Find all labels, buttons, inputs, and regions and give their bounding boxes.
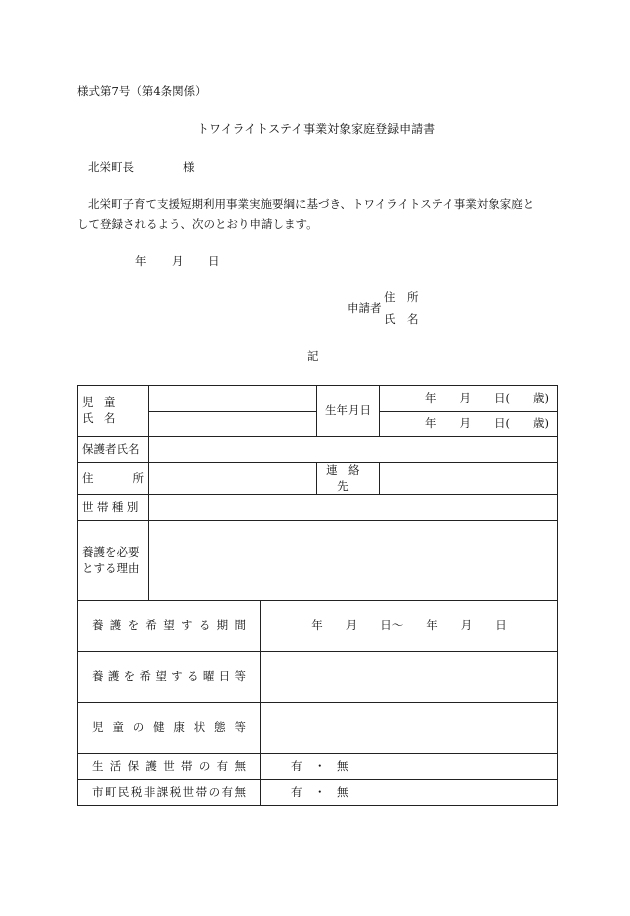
body-text-line-2: して登録されるよう、次のとおり申請します。 bbox=[77, 217, 318, 231]
date-year-label: 年 bbox=[135, 254, 147, 268]
child-health-field[interactable] bbox=[261, 703, 558, 754]
contact-label: 連絡先 bbox=[317, 463, 380, 495]
applicant-address-label: 住 所 bbox=[384, 290, 419, 304]
desired-days-label: 養護を希望する曜日等 bbox=[78, 652, 261, 703]
form-number: 様式第7号（第4条関係） bbox=[77, 84, 207, 98]
child-name-field-2[interactable] bbox=[149, 412, 317, 437]
desired-days-field[interactable] bbox=[261, 652, 558, 703]
household-type-label: 世帯種別 bbox=[78, 495, 149, 521]
household-type-field[interactable] bbox=[149, 495, 558, 521]
ki-mark: 記 bbox=[307, 349, 319, 363]
addressee-honorific: 様 bbox=[183, 160, 195, 174]
guardian-name-label: 保護者氏名 bbox=[78, 437, 149, 463]
applicant-name-label: 氏 名 bbox=[384, 312, 419, 326]
addressee-name: 北栄町長 bbox=[88, 160, 134, 174]
desired-period-field[interactable]: 年 月 日〜 年 月 日 bbox=[261, 601, 558, 652]
form-title: トワイライトステイ事業対象家庭登録申請書 bbox=[197, 122, 436, 136]
birth-date-field-1[interactable]: 年 月 日( 歳) bbox=[380, 386, 558, 412]
date-month-label: 月 bbox=[172, 254, 184, 268]
address-label: 住 所 bbox=[78, 463, 149, 495]
birth-date-field-2[interactable]: 年 月 日( 歳) bbox=[380, 412, 558, 437]
application-table bbox=[77, 385, 558, 806]
desired-period-label: 養護を希望する期間 bbox=[78, 601, 261, 652]
address-field[interactable] bbox=[149, 463, 317, 495]
reason-label bbox=[78, 521, 149, 601]
child-health-label: 児童の健康状態等 bbox=[78, 703, 261, 754]
reason-field[interactable] bbox=[149, 521, 558, 601]
applicant-label: 申請者 bbox=[347, 301, 382, 315]
guardian-name-field[interactable] bbox=[149, 437, 558, 463]
contact-field[interactable] bbox=[380, 463, 558, 495]
tax-exempt-household-value[interactable]: 有 ・ 無 bbox=[261, 780, 558, 806]
date-day-label: 日 bbox=[208, 254, 220, 268]
welfare-household-label: 生活保護世帯の有無 bbox=[78, 754, 261, 780]
tax-exempt-household-label: 市町民税非課税世帯の有無 bbox=[78, 780, 261, 806]
child-name-label: 児童氏名 bbox=[78, 386, 149, 437]
birth-date-label: 生年月日 bbox=[317, 386, 380, 437]
reason-label-line-1: 養護を必要 bbox=[82, 545, 140, 560]
body-text-line-1: 北栄町子育て支援短期利用事業実施要綱に基づき、トワイライトステイ事業対象家庭と bbox=[88, 197, 535, 211]
reason-label-line-2: とする理由 bbox=[82, 560, 140, 575]
child-name-field-1[interactable] bbox=[149, 386, 317, 412]
welfare-household-value[interactable]: 有 ・ 無 bbox=[261, 754, 558, 780]
